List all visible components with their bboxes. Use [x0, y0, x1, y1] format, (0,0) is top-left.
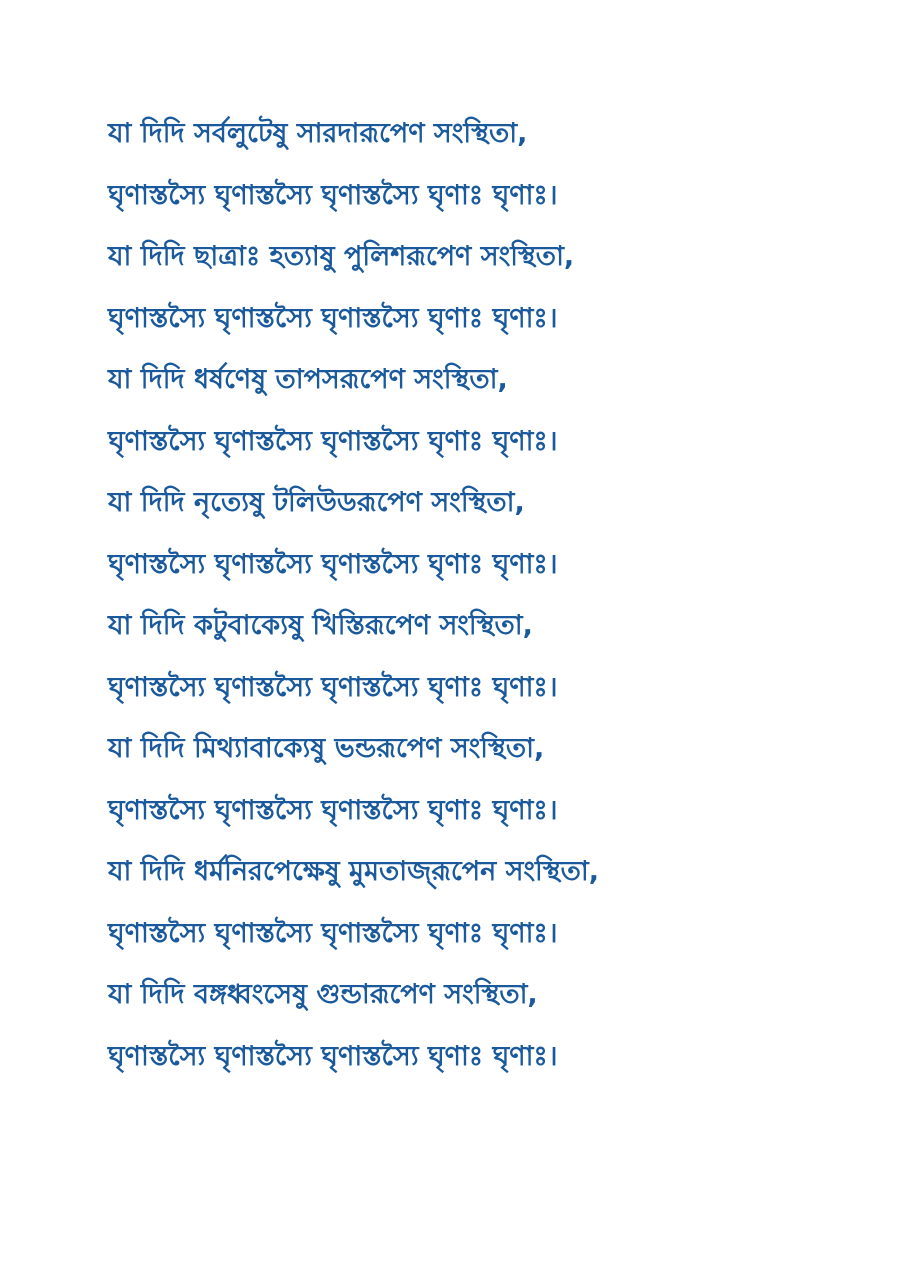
- refrain-line-8: ঘৃণাস্তস্যৈ ঘৃণাস্তস্যৈ ঘৃণাস্তস্যৈ ঘৃণাঃ ঘৃণাঃ।: [108, 1040, 558, 1072]
- verse-line-5: যা দিদি কটুবাক্যেষু খিস্তিরূপেণ সংস্থিতা,: [108, 610, 533, 641]
- verse-line-8: যা দিদি বঙ্গধ্বংসেষু গুন্ডারূপেণ সংস্থিতা,: [108, 979, 538, 1010]
- refrain-line-7: ঘৃণাস্তস্যৈ ঘৃণাস্তস্যৈ ঘৃণাস্তস্যৈ ঘৃণাঃ ঘৃণাঃ।: [108, 917, 558, 949]
- verse-line-1: যা দিদি সর্বলুটেষু সারদারূপেণ সংস্থিতা,: [108, 118, 528, 149]
- refrain-line-1: ঘৃণাস্তস্যৈ ঘৃণাস্তস্যৈ ঘৃণাস্তস্যৈ ঘৃণাঃ ঘৃণাঃ।: [108, 179, 558, 211]
- verse-line-7: যা দিদি ধর্মনিরপেক্ষেষু মুমতাজ্‌রূপেন সংস্থিতা,: [108, 856, 599, 887]
- verse-text: [108, 103, 868, 1087]
- verse-line-4: যা দিদি নৃত্যেষু টলিউডরূপেণ সংস্থিতা,: [108, 487, 525, 518]
- refrain-line-2: ঘৃণাস্তস্যৈ ঘৃণাস্তস্যৈ ঘৃণাস্তস্যৈ ঘৃণাঃ ঘৃণাঃ।: [108, 302, 558, 334]
- refrain-line-6: ঘৃণাস্তস্যৈ ঘৃণাস্তস্যৈ ঘৃণাস্তস্যৈ ঘৃণাঃ ঘৃণাঃ।: [108, 794, 558, 826]
- refrain-line-4: ঘৃণাস্তস্যৈ ঘৃণাস্তস্যৈ ঘৃণাস্তস্যৈ ঘৃণাঃ ঘৃণাঃ।: [108, 548, 558, 580]
- verse-line-6: যা দিদি মিথ্যাবাক্যেষু ভন্ডরূপেণ সংস্থিতা,: [108, 733, 545, 764]
- verse-line-3: যা দিদি ধর্ষণেষু তাপসরূপেণ সংস্থিতা,: [108, 364, 508, 395]
- refrain-line-3: ঘৃণাস্তস্যৈ ঘৃণাস্তস্যৈ ঘৃণাস্তস্যৈ ঘৃণাঃ ঘৃণাঃ।: [108, 425, 558, 457]
- verse-line-2: যা দিদি ছাত্রাঃ হত্যাষু পুলিশরূপেণ সংস্থিতা,: [108, 241, 575, 272]
- refrain-line-5: ঘৃণাস্তস্যৈ ঘৃণাস্তস্যৈ ঘৃণাস্তস্যৈ ঘৃণাঃ ঘৃণাঃ।: [108, 671, 558, 703]
